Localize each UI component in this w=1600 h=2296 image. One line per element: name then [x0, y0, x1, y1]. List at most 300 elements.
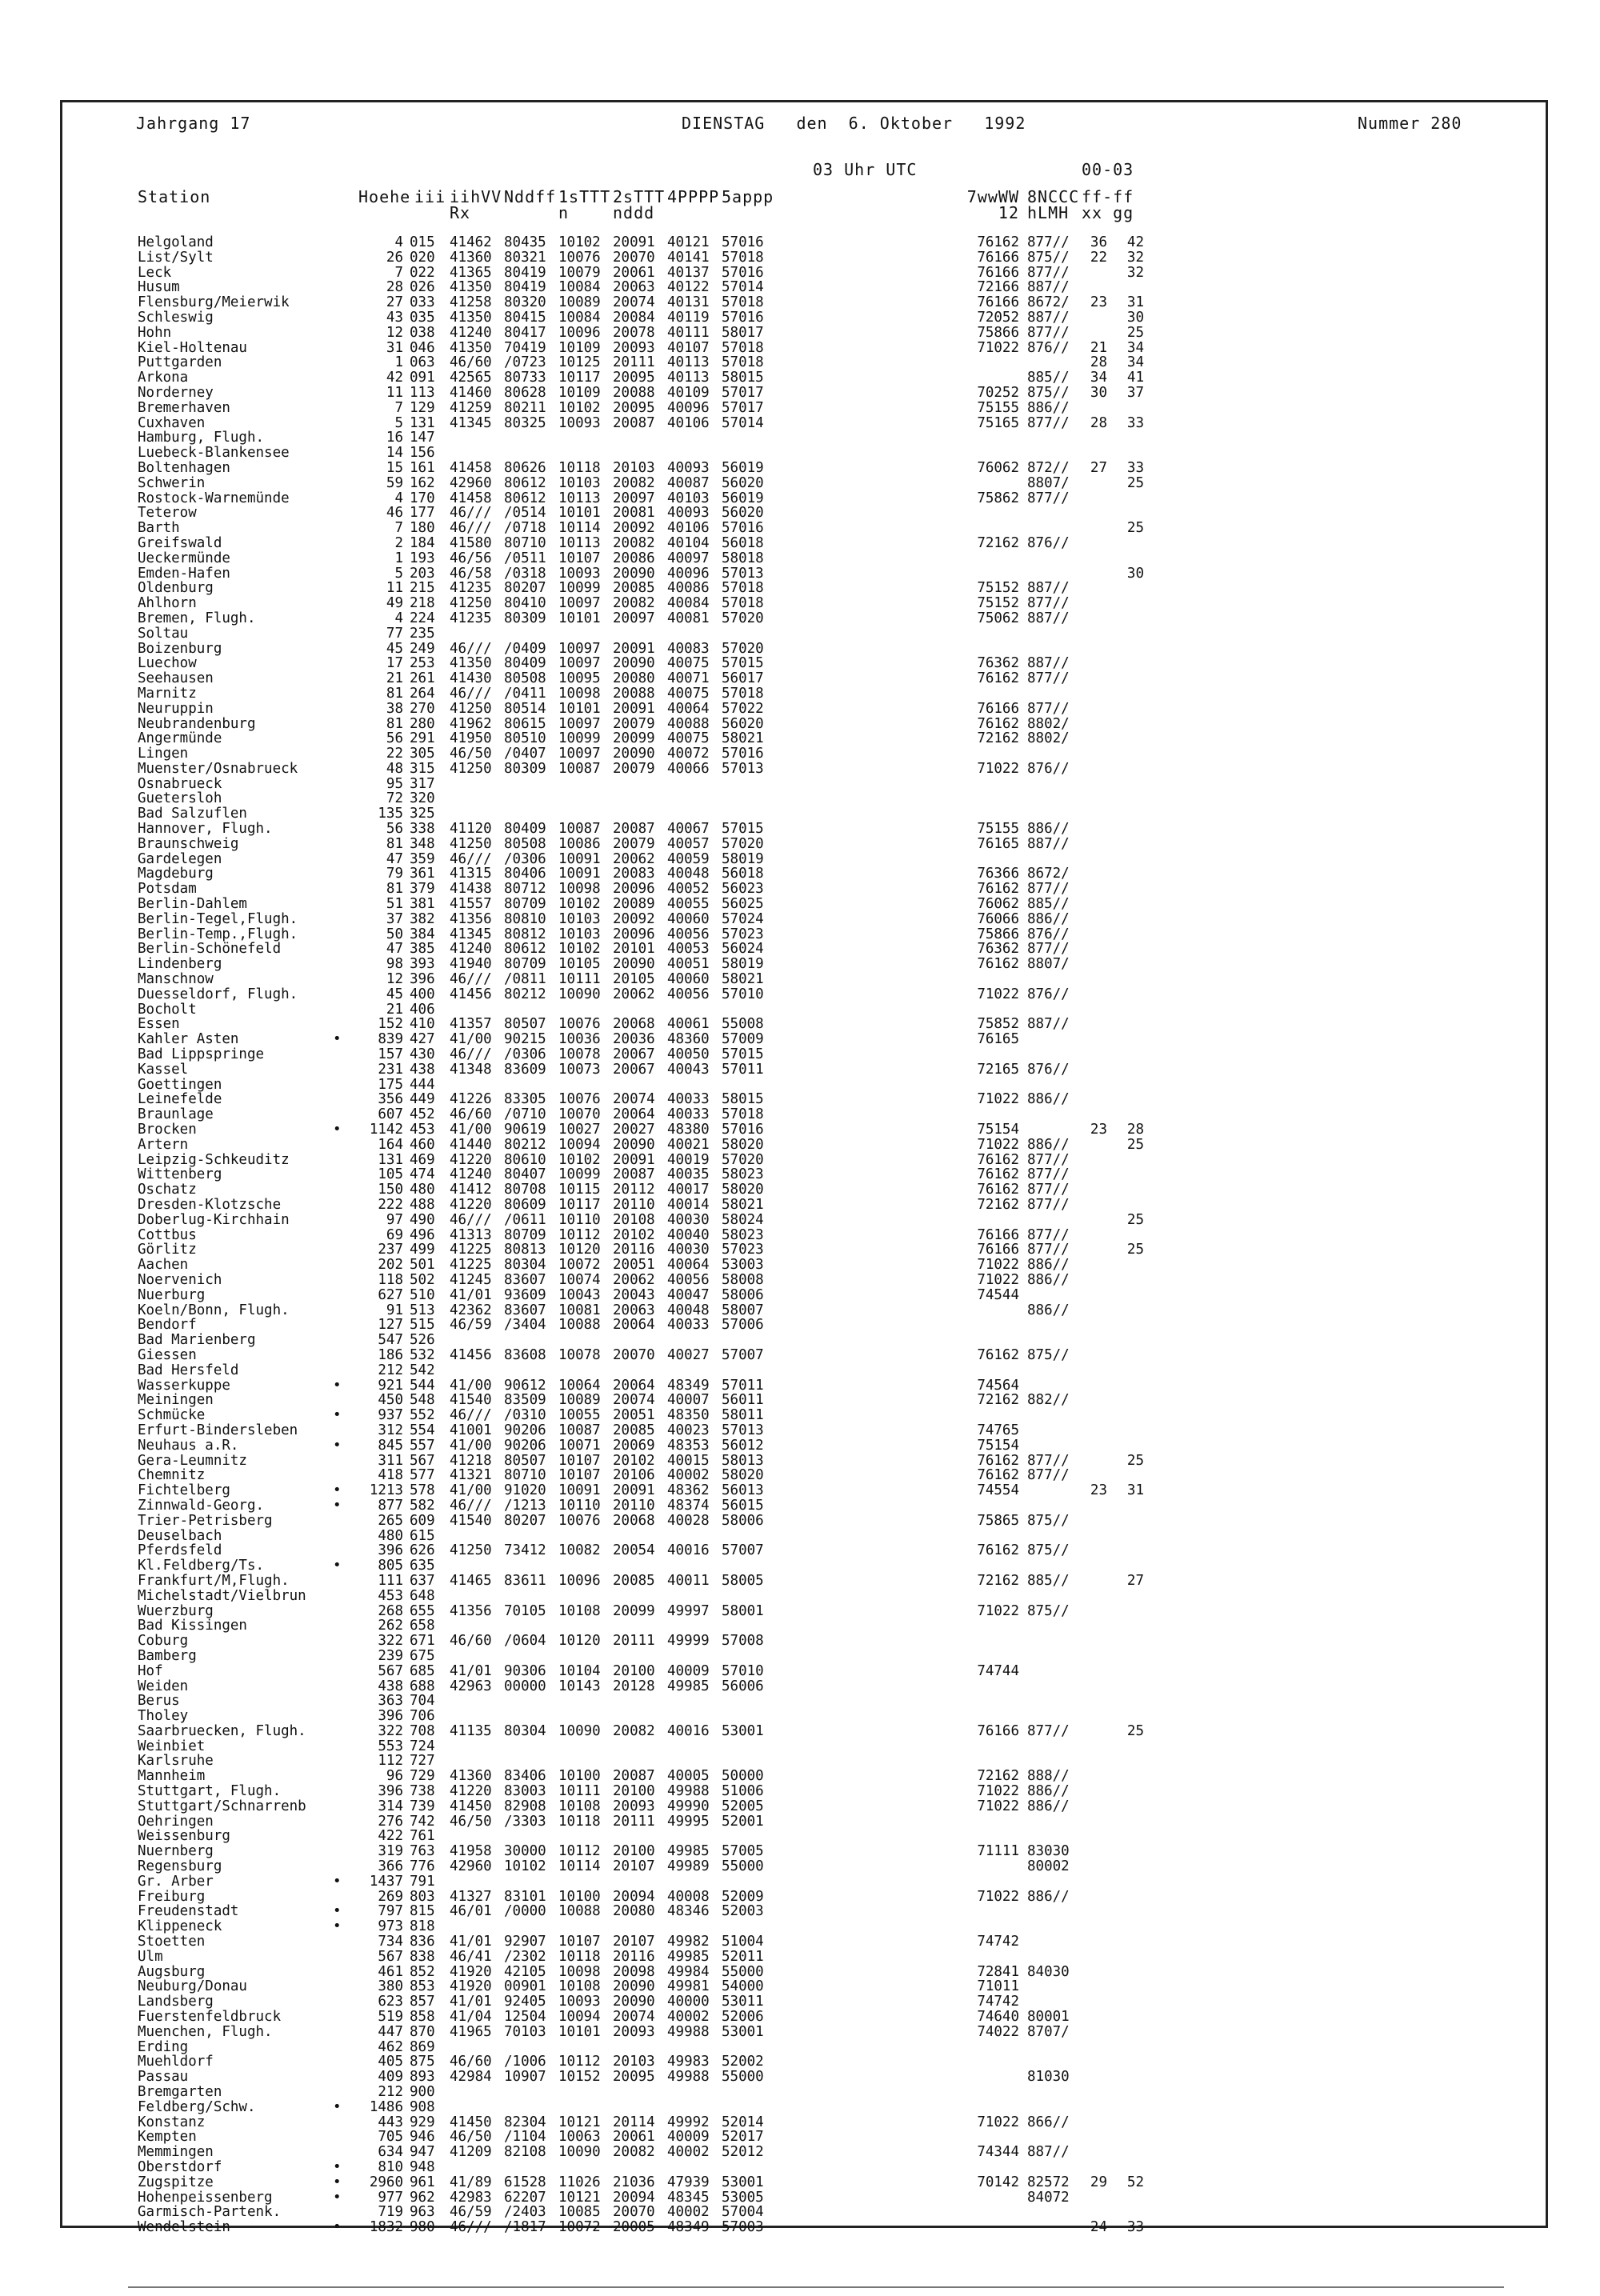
- group-2sttt: 20100: [613, 1662, 655, 1679]
- group-nddff: 83607: [504, 1271, 546, 1288]
- station-id: 170: [410, 490, 435, 506]
- station-height: 705: [378, 2129, 403, 2146]
- station-id: 218: [410, 595, 435, 612]
- station-height: 480: [378, 1527, 403, 1544]
- group-iihvv: 41001: [450, 1422, 492, 1438]
- station-height: 112: [378, 1753, 403, 1770]
- group-5appp: 52006: [722, 2009, 764, 2026]
- gust-ff-2: 52: [1126, 2174, 1144, 2190]
- group-4pppp: 40075: [667, 685, 710, 702]
- station-id: 438: [410, 1061, 435, 1078]
- station-name: Berlin-Dahlem: [138, 896, 247, 913]
- group-nddff: 00901: [504, 1978, 546, 1995]
- station-id: 385: [410, 941, 435, 958]
- group-nddff: 80419: [504, 279, 546, 296]
- group-1sttt: 10111: [558, 971, 601, 988]
- group-5appp: 52001: [722, 1813, 764, 1830]
- group-1sttt: 10118: [558, 1948, 601, 1965]
- group-5appp: 58019: [722, 850, 764, 867]
- group-8nccc: 882//: [1027, 1392, 1070, 1409]
- group-4pppp: 48360: [667, 1031, 710, 1048]
- group-8nccc: 877//: [1027, 1151, 1070, 1168]
- group-1sttt: 10102: [558, 896, 601, 913]
- station-name: Cottbus: [138, 1226, 197, 1243]
- group-1sttt: 10097: [558, 746, 601, 762]
- group-1sttt: 10101: [558, 2023, 601, 2040]
- group-1sttt: 10064: [558, 1377, 601, 1394]
- group-nddff: 80304: [504, 1257, 546, 1274]
- station-id: 980: [410, 2219, 435, 2236]
- group-2sttt: 21036: [613, 2174, 655, 2190]
- group-nddff: 80415: [504, 309, 546, 326]
- group-5appp: 57020: [722, 835, 764, 852]
- group-5appp: 56019: [722, 490, 764, 506]
- group-8nccc: 877//: [1027, 1197, 1070, 1213]
- station-name: Artern: [138, 1136, 189, 1153]
- gust-ff-2: 42: [1126, 234, 1144, 250]
- group-7wwww: 75152: [977, 595, 1019, 612]
- station-height: 21: [386, 670, 403, 687]
- group-5appp: 57015: [722, 1046, 764, 1063]
- group-iihvv: 46///: [450, 520, 492, 537]
- group-8nccc: 877//: [1027, 595, 1070, 612]
- group-nddff: 83608: [504, 1346, 546, 1363]
- group-2sttt: 20103: [613, 459, 655, 476]
- station-height: 262: [378, 1618, 403, 1634]
- station-height: 319: [378, 1843, 403, 1860]
- group-iihvv: 41350: [450, 309, 492, 326]
- group-1sttt: 10097: [558, 715, 601, 732]
- station-height: 47: [386, 941, 403, 958]
- group-5appp: 52017: [722, 2129, 764, 2146]
- group-5appp: 57014: [722, 279, 764, 296]
- station-name: Freudenstadt: [138, 1903, 239, 1920]
- gust-ff-1: 36: [1090, 234, 1107, 250]
- station-name: Garmisch-Partenk.: [138, 2204, 282, 2221]
- group-4pppp: 40106: [667, 520, 710, 537]
- group-iihvv: 41365: [450, 264, 492, 281]
- group-2sttt: 20079: [613, 715, 655, 732]
- group-iihvv: 41259: [450, 399, 492, 416]
- group-7wwww: 76162: [977, 1182, 1019, 1198]
- group-4pppp: 40002: [667, 2009, 710, 2026]
- station-name: Greifswald: [138, 534, 222, 551]
- station-height: 312: [378, 1422, 403, 1438]
- group-1sttt: 10112: [558, 1843, 601, 1860]
- mountain-marker: •: [333, 1903, 342, 1920]
- group-4pppp: 40021: [667, 1136, 710, 1153]
- station-name: Stuttgart/Schnarrenb: [138, 1798, 306, 1814]
- group-nddff: 80514: [504, 700, 546, 717]
- station-height: 164: [378, 1136, 403, 1153]
- station-height: 7: [394, 399, 403, 416]
- group-nddff: 80812: [504, 926, 546, 942]
- station-name: Wittenberg: [138, 1166, 222, 1183]
- group-4pppp: 40097: [667, 550, 710, 566]
- group-7wwww: 72052: [977, 309, 1019, 326]
- gust-ff-2: 28: [1126, 1122, 1144, 1138]
- group-nddff: 82304: [504, 2114, 546, 2130]
- group-8nccc: 83030: [1027, 1843, 1070, 1860]
- station-name: Lindenberg: [138, 956, 222, 973]
- group-iihvv: 41456: [450, 1346, 492, 1363]
- group-2sttt: 20068: [613, 1016, 655, 1033]
- col-ff-line2: xx gg: [1082, 203, 1134, 222]
- group-iihvv: 41245: [450, 1271, 492, 1288]
- group-nddff: /1817: [504, 2219, 546, 2236]
- group-8nccc: 877//: [1027, 1242, 1070, 1258]
- group-4pppp: 40059: [667, 850, 710, 867]
- col-7wwww: [947, 189, 1019, 221]
- group-nddff: 80709: [504, 896, 546, 913]
- group-5appp: 56020: [722, 505, 764, 522]
- station-height: 547: [378, 1332, 403, 1349]
- station-height: 1: [394, 550, 403, 566]
- group-7wwww: 72162: [977, 1197, 1019, 1213]
- group-5appp: 57004: [722, 2204, 764, 2221]
- group-5appp: 57018: [722, 580, 764, 597]
- group-2sttt: 20027: [613, 1122, 655, 1138]
- group-1sttt: 10078: [558, 1046, 601, 1063]
- group-8nccc: 877//: [1027, 1467, 1070, 1484]
- station-name: Stuttgart, Flugh.: [138, 1783, 282, 1800]
- group-1sttt: 10076: [558, 249, 601, 266]
- station-height: 845: [378, 1437, 403, 1454]
- station-id: 577: [410, 1467, 435, 1484]
- station-height: 7: [394, 520, 403, 537]
- gust-ff-2: 25: [1126, 1211, 1144, 1228]
- station-id: 791: [410, 1873, 435, 1890]
- group-7wwww: 71022: [977, 1271, 1019, 1288]
- group-2sttt: 20070: [613, 2204, 655, 2221]
- group-iihvv: 46///: [450, 1211, 492, 1228]
- group-nddff: 73412: [504, 1542, 546, 1559]
- group-1sttt: 10113: [558, 534, 601, 551]
- group-2sttt: 20090: [613, 1994, 655, 2010]
- station-height: 37: [386, 910, 403, 927]
- group-2sttt: 20100: [613, 1783, 655, 1800]
- group-1sttt: 10120: [558, 1242, 601, 1258]
- group-5appp: 57024: [722, 910, 764, 927]
- group-4pppp: 40111: [667, 324, 710, 341]
- station-id: 739: [410, 1798, 435, 1814]
- group-2sttt: 20051: [613, 1407, 655, 1424]
- group-2sttt: 20095: [613, 399, 655, 416]
- group-4pppp: 49990: [667, 1798, 710, 1814]
- group-5appp: 56011: [722, 1392, 764, 1409]
- group-5appp: 58021: [722, 730, 764, 747]
- station-height: 175: [378, 1076, 403, 1093]
- group-4pppp: 40043: [667, 1061, 710, 1078]
- group-nddff: 83406: [504, 1768, 546, 1785]
- station-height: 627: [378, 1286, 403, 1303]
- group-4pppp: 40056: [667, 986, 710, 1002]
- group-8nccc: 877//: [1027, 1182, 1070, 1198]
- group-nddff: 80406: [504, 866, 546, 882]
- group-4pppp: 40002: [667, 2204, 710, 2221]
- group-iihvv: 41348: [450, 1061, 492, 1078]
- station-height: 396: [378, 1542, 403, 1559]
- group-iihvv: 42983: [450, 2189, 492, 2206]
- group-5appp: 57023: [722, 926, 764, 942]
- station-name: Berus: [138, 1693, 180, 1710]
- group-1sttt: 10090: [558, 2144, 601, 2161]
- group-4pppp: 40027: [667, 1346, 710, 1363]
- group-iihvv: 41220: [450, 1151, 492, 1168]
- station-height: 453: [378, 1587, 403, 1604]
- station-id: 406: [410, 1001, 435, 1018]
- group-4pppp: 40030: [667, 1242, 710, 1258]
- group-5appp: 57016: [722, 234, 764, 250]
- station-name: Bad Salzuflen: [138, 806, 247, 822]
- group-1sttt: 10090: [558, 986, 601, 1002]
- station-id: 742: [410, 1813, 435, 1830]
- group-iihvv: 46/50: [450, 2129, 492, 2146]
- group-5appp: 57016: [722, 520, 764, 537]
- group-7wwww: 75155: [977, 821, 1019, 838]
- group-7wwww: 71011: [977, 1978, 1019, 1995]
- group-4pppp: 40122: [667, 279, 710, 296]
- station-id: 033: [410, 294, 435, 311]
- group-4pppp: 40017: [667, 1182, 710, 1198]
- group-4pppp: 40088: [667, 715, 710, 732]
- group-iihvv: 42984: [450, 2069, 492, 2086]
- station-name: Deuselbach: [138, 1527, 222, 1544]
- group-iihvv: 41450: [450, 2114, 492, 2130]
- group-1sttt: 10108: [558, 1978, 601, 1995]
- group-2sttt: 20062: [613, 1271, 655, 1288]
- group-2sttt: 20005: [613, 2219, 655, 2236]
- group-nddff: /0318: [504, 565, 546, 582]
- group-iihvv: 41/01: [450, 1662, 492, 1679]
- group-2sttt: 20067: [613, 1046, 655, 1063]
- group-4pppp: 40106: [667, 414, 710, 431]
- group-5appp: 57018: [722, 294, 764, 311]
- station-name: Leck: [138, 264, 172, 281]
- group-2sttt: 20085: [613, 1422, 655, 1438]
- col-4pppp-line1: 4PPPP: [667, 187, 720, 206]
- group-5appp: 57015: [722, 655, 764, 672]
- station-id: 858: [410, 2009, 435, 2026]
- group-4pppp: 40002: [667, 2144, 710, 2161]
- group-iihvv: 46///: [450, 1407, 492, 1424]
- gust-ff-1: 22: [1090, 249, 1107, 266]
- group-2sttt: 20087: [613, 1166, 655, 1183]
- group-5appp: 58020: [722, 1136, 764, 1153]
- group-nddff: 80708: [504, 1182, 546, 1198]
- group-1sttt: 10114: [558, 520, 601, 537]
- group-1sttt: 10103: [558, 910, 601, 927]
- gust-ff-2: 30: [1126, 565, 1144, 582]
- group-1sttt: 10102: [558, 399, 601, 416]
- group-4pppp: 48345: [667, 2189, 710, 2206]
- station-name: Mannheim: [138, 1768, 206, 1785]
- group-7wwww: 74022: [977, 2023, 1019, 2040]
- group-8nccc: 80001: [1027, 2009, 1070, 2026]
- group-5appp: 56012: [722, 1437, 764, 1454]
- group-1sttt: 10107: [558, 1452, 601, 1469]
- station-id: 946: [410, 2129, 435, 2146]
- group-8nccc: 885//: [1027, 1572, 1070, 1589]
- group-nddff: 80507: [504, 1452, 546, 1469]
- group-1sttt: 10074: [558, 1271, 601, 1288]
- station-name: Wendelstein: [138, 2219, 230, 2236]
- group-1sttt: 10098: [558, 881, 601, 898]
- station-id: 382: [410, 910, 435, 927]
- station-height: 363: [378, 1693, 403, 1710]
- group-4pppp: 40096: [667, 399, 710, 416]
- station-id: 671: [410, 1633, 435, 1650]
- group-nddff: /0718: [504, 520, 546, 537]
- group-iihvv: 46///: [450, 505, 492, 522]
- group-8nccc: 80002: [1027, 1858, 1070, 1875]
- group-7wwww: 71022: [977, 2114, 1019, 2130]
- group-2sttt: 20093: [613, 339, 655, 356]
- group-8nccc: 877//: [1027, 670, 1070, 687]
- group-1sttt: 10114: [558, 1858, 601, 1875]
- group-8nccc: 886//: [1027, 1302, 1070, 1318]
- group-iihvv: 41456: [450, 986, 492, 1002]
- col-nddff-line1: Nddff: [504, 187, 557, 206]
- group-4pppp: 40057: [667, 835, 710, 852]
- group-4pppp: 47939: [667, 2174, 710, 2190]
- group-1sttt: 10091: [558, 1482, 601, 1499]
- station-name: Manschnow: [138, 971, 214, 988]
- group-4pppp: 40008: [667, 1888, 710, 1905]
- group-4pppp: 40141: [667, 249, 710, 266]
- station-height: 56: [386, 821, 403, 838]
- station-name: Frankfurt/M,Flugh.: [138, 1572, 290, 1589]
- gust-ff-2: 32: [1126, 264, 1144, 281]
- station-name: Bad Marienberg: [138, 1332, 256, 1349]
- group-nddff: /0514: [504, 505, 546, 522]
- group-4pppp: 40035: [667, 1166, 710, 1183]
- group-7wwww: 74344: [977, 2144, 1019, 2161]
- group-2sttt: 20107: [613, 1858, 655, 1875]
- group-7wwww: 76162: [977, 1467, 1019, 1484]
- group-8nccc: 887//: [1027, 580, 1070, 597]
- group-4pppp: 40060: [667, 971, 710, 988]
- group-4pppp: 40083: [667, 640, 710, 657]
- station-height: 212: [378, 1362, 403, 1378]
- group-4pppp: 40060: [667, 910, 710, 927]
- station-name: Muenchen, Flugh.: [138, 2023, 273, 2040]
- group-2sttt: 20090: [613, 746, 655, 762]
- group-1sttt: 10103: [558, 474, 601, 491]
- group-iihvv: 46/50: [450, 746, 492, 762]
- group-4pppp: 48349: [667, 2219, 710, 2236]
- group-7wwww: 75165: [977, 414, 1019, 431]
- group-iihvv: 41220: [450, 1783, 492, 1800]
- group-nddff: 92907: [504, 1934, 546, 1950]
- group-1sttt: 10076: [558, 1512, 601, 1529]
- station-name: Neubrandenburg: [138, 715, 256, 732]
- group-1sttt: 10112: [558, 2054, 601, 2070]
- group-2sttt: 20093: [613, 2023, 655, 2040]
- group-nddff: /0710: [504, 1106, 546, 1123]
- station-id: 193: [410, 550, 435, 566]
- group-1sttt: 10100: [558, 1768, 601, 1785]
- group-5appp: 58007: [722, 1302, 764, 1318]
- station-name: Oldenburg: [138, 580, 214, 597]
- group-4pppp: 40064: [667, 700, 710, 717]
- station-id: 449: [410, 1091, 435, 1108]
- group-iihvv: 42565: [450, 370, 492, 386]
- group-7wwww: 74742: [977, 1994, 1019, 2010]
- gust-ff-2: 25: [1126, 1452, 1144, 1469]
- group-5appp: 52002: [722, 2054, 764, 2070]
- group-4pppp: 40067: [667, 821, 710, 838]
- group-8nccc: 887//: [1027, 309, 1070, 326]
- group-5appp: 52005: [722, 1798, 764, 1814]
- station-id: 688: [410, 1678, 435, 1694]
- group-4pppp: 40028: [667, 1512, 710, 1529]
- station-height: 14: [386, 445, 403, 462]
- station-id: 655: [410, 1602, 435, 1619]
- group-2sttt: 20087: [613, 821, 655, 838]
- group-iihvv: 41225: [450, 1242, 492, 1258]
- station-height: 59: [386, 474, 403, 491]
- station-height: 111: [378, 1572, 403, 1589]
- group-1sttt: 10078: [558, 1346, 601, 1363]
- group-1sttt: 10109: [558, 384, 601, 401]
- group-iihvv: 46///: [450, 1046, 492, 1063]
- observation-time: 03 Uhr UTC: [813, 160, 918, 179]
- group-iihvv: 41920: [450, 1963, 492, 1980]
- gust-ff-1: 34: [1090, 370, 1107, 386]
- group-8nccc: 875//: [1027, 1602, 1070, 1619]
- station-name: Koeln/Bonn, Flugh.: [138, 1302, 290, 1318]
- group-7wwww: 76162: [977, 1452, 1019, 1469]
- station-id: 488: [410, 1197, 435, 1213]
- gust-ff-2: 25: [1126, 474, 1144, 491]
- group-5appp: 56024: [722, 941, 764, 958]
- group-1sttt: 10117: [558, 1197, 601, 1213]
- station-id: 224: [410, 610, 435, 626]
- group-iihvv: 46/41: [450, 1948, 492, 1965]
- group-iihvv: 41/00: [450, 1377, 492, 1394]
- group-4pppp: 49985: [667, 1843, 710, 1860]
- group-iihvv: 41225: [450, 1257, 492, 1274]
- group-5appp: 58020: [722, 1467, 764, 1484]
- group-2sttt: 20062: [613, 986, 655, 1002]
- station-height: 462: [378, 2038, 403, 2055]
- station-id: 526: [410, 1332, 435, 1349]
- bottom-divider: [128, 2286, 1504, 2288]
- station-name: Fichtelberg: [138, 1482, 230, 1499]
- gust-ff-1: 27: [1090, 459, 1107, 476]
- group-2sttt: 20090: [613, 1978, 655, 1995]
- station-id: 396: [410, 971, 435, 988]
- station-height: 5: [394, 414, 403, 431]
- group-8nccc: 876//: [1027, 339, 1070, 356]
- group-5appp: 57016: [722, 309, 764, 326]
- station-name: Oschatz: [138, 1182, 197, 1198]
- station-height: 4: [394, 234, 403, 250]
- col-1sttt-line1: 1sTTT: [558, 187, 611, 206]
- station-id: 704: [410, 1693, 435, 1710]
- group-1sttt: 10027: [558, 1122, 601, 1138]
- station-name: Neuburg/Donau: [138, 1978, 247, 1995]
- group-5appp: 57010: [722, 1662, 764, 1679]
- group-iihvv: 41226: [450, 1091, 492, 1108]
- station-id: 496: [410, 1226, 435, 1243]
- group-8nccc: 887//: [1027, 835, 1070, 852]
- station-id: 869: [410, 2038, 435, 2055]
- group-8nccc: 877//: [1027, 414, 1070, 431]
- group-1sttt: 10076: [558, 1016, 601, 1033]
- group-nddff: /3404: [504, 1317, 546, 1334]
